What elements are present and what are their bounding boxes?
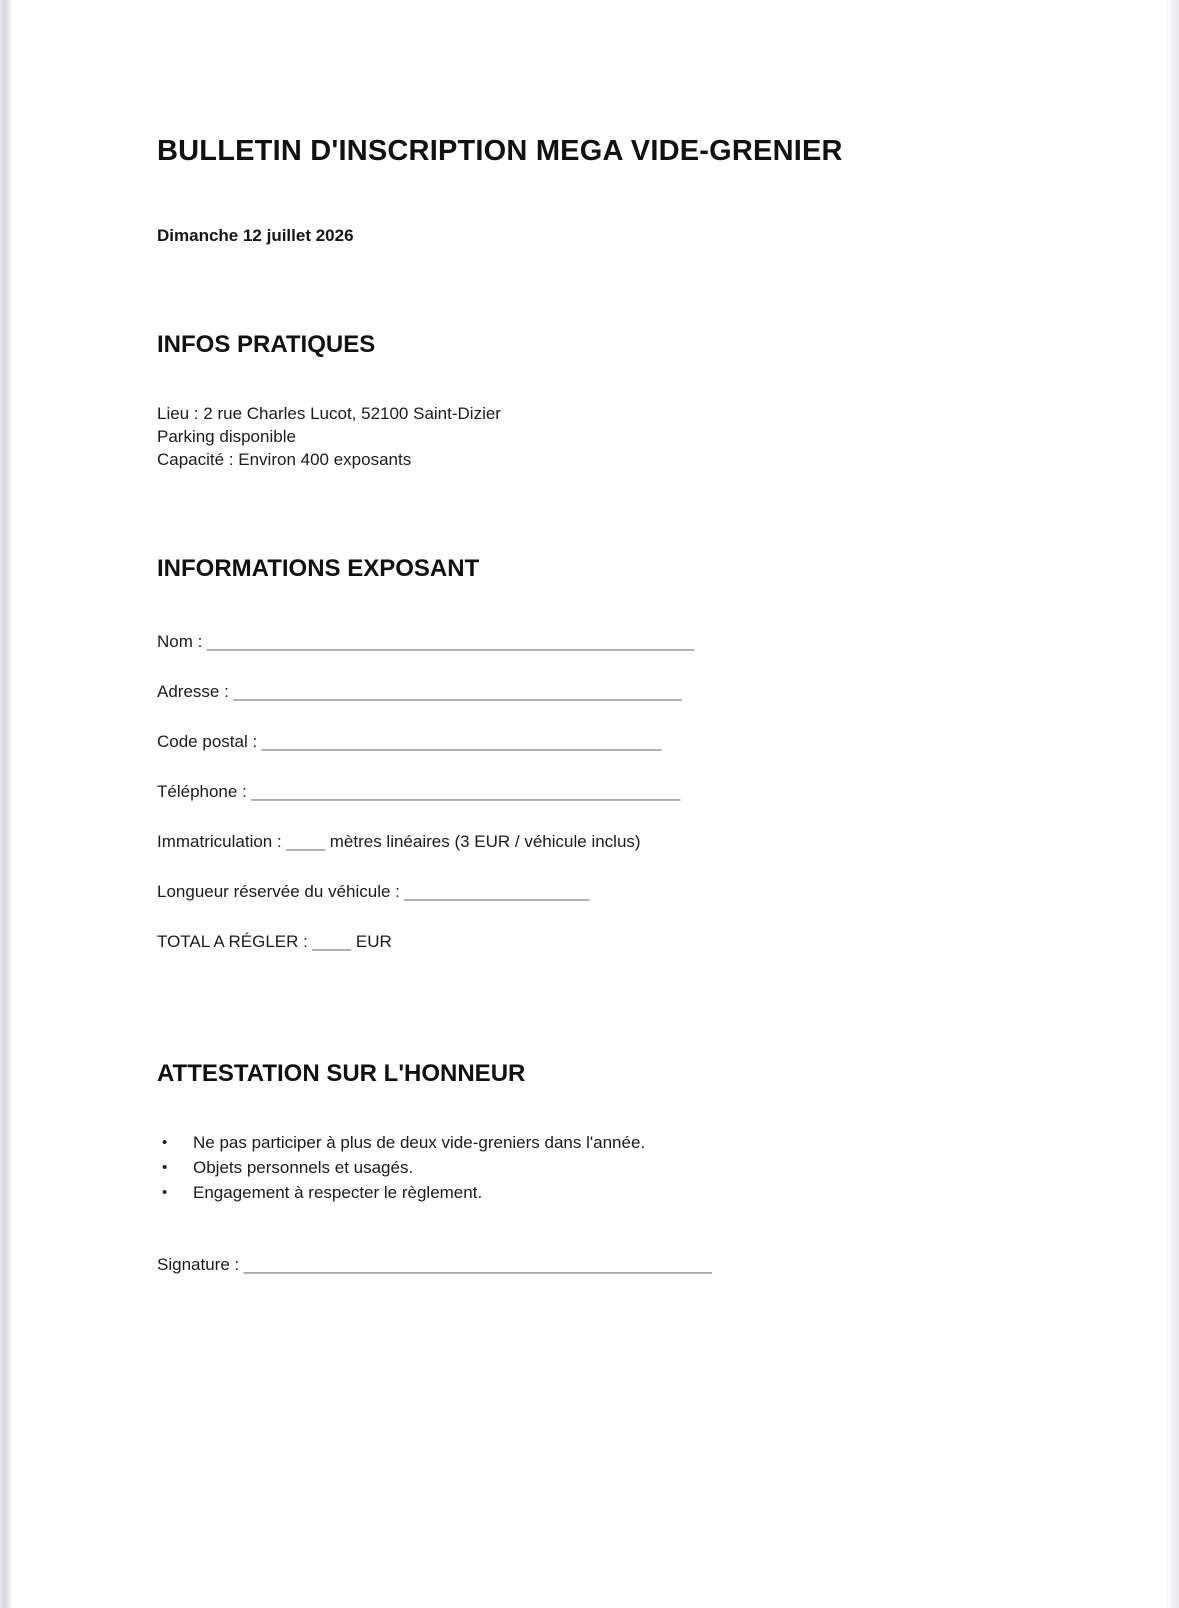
document-title: BULLETIN D'INSCRIPTION MEGA VIDE-GRENIER [157,135,843,167]
form-field-immatriculation [157,832,641,852]
blank-line: ____________________________________________ [251,782,681,801]
form-field-longueur-vehicule [157,882,590,902]
blank-line: ___________________ [404,882,590,901]
field-label: Longueur réservée du véhicule : [157,882,400,901]
form-field-total-a-regler [157,932,392,952]
bullet-item: • Engagement à respecter le règlement. [157,1180,645,1205]
blank-line: ____ [312,932,352,951]
bullet-item: • Objets personnels et usagés. [157,1155,645,1180]
page-right-edge [1167,0,1179,1608]
bullet-item: • Ne pas participer à plus de deux vide-greniers dans l'année. [157,1130,645,1155]
blank-line: ______________________________________________ [233,682,683,701]
infos-pratiques-text [157,402,501,471]
form-field-code-postal [157,732,662,752]
blank-line: ____ [286,832,326,851]
blank-line: __________________________________________________ [206,632,695,651]
form-field-nom [157,632,695,652]
field-label: Nom : [157,632,203,651]
field-suffix: EUR [355,932,392,951]
field-label: Signature : [157,1255,240,1274]
form-field-adresse [157,682,682,702]
info-line-parking: Parking disponible [157,427,296,446]
field-label: Immatriculation : [157,832,282,851]
info-line-capacite: Capacité : Environ 400 exposants [157,450,412,469]
field-label: Téléphone : [157,782,247,801]
page-left-edge [0,0,12,1608]
form-field-signature [157,1255,712,1275]
field-label: Adresse : [157,682,229,701]
attestation-bullet-list [157,1130,645,1205]
section-heading-infos-pratiques: INFOS PRATIQUES [157,331,376,358]
field-label: Code postal : [157,732,258,751]
event-date: Dimanche 12 juillet 2026 [157,226,354,245]
section-heading-informations-exposant: INFORMATIONS EXPOSANT [157,555,480,582]
blank-line: ________________________________________________ [243,1255,712,1274]
info-line-lieu: Lieu : 2 rue Charles Lucot, 52100 Saint-Dizier [157,404,501,423]
form-field-telephone [157,782,681,802]
blank-line: _________________________________________ [261,732,662,751]
field-label: TOTAL A RÉGLER : [157,932,308,951]
section-heading-attestation: ATTESTATION SUR L'HONNEUR [157,1060,526,1087]
field-suffix: mètres linéaires (3 EUR / véhicule inclus) [329,832,641,851]
